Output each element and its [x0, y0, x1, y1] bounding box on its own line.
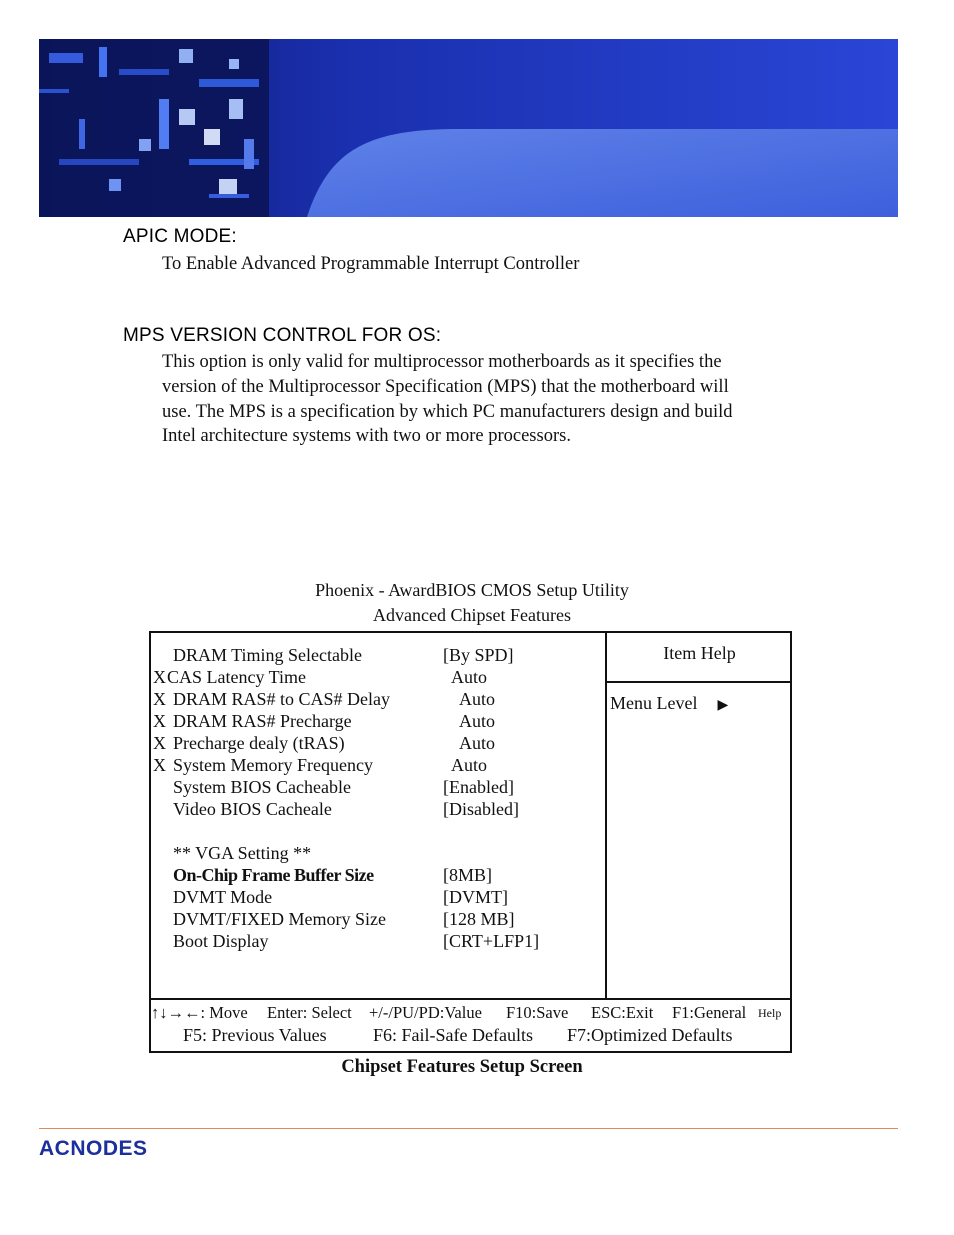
item-help-title: Item Help — [663, 643, 736, 663]
row-label: DRAM RAS# to CAS# Delay — [173, 689, 391, 709]
bios-row-dvmt-memory-size[interactable] — [151, 908, 603, 930]
row-value: [8MB] — [443, 865, 492, 885]
bios-row-tras — [151, 732, 603, 754]
row-label: Video BIOS Cacheale — [173, 799, 332, 819]
row-label: Boot Display — [173, 931, 269, 951]
bios-row-vga-setting-heading — [151, 842, 603, 864]
bios-row-memory-frequency — [151, 754, 603, 776]
bios-row-video-bios-cacheable[interactable] — [151, 798, 603, 820]
bios-row-boot-display[interactable] — [151, 930, 603, 952]
key-move: ↑↓→←: Move — [151, 1003, 248, 1022]
row-label: On-Chip Frame Buffer Size — [173, 865, 374, 885]
section-heading-apic-mode: APIC MODE: — [123, 226, 237, 247]
menu-level-label: Menu Level — [610, 693, 698, 713]
key-help: Help — [758, 1006, 782, 1020]
key-exit: ESC:Exit — [591, 1003, 654, 1022]
row-value: Auto — [459, 733, 495, 753]
section-text-apic-mode: To Enable Advanced Programmable Interrupt Controller — [162, 254, 580, 274]
figure-caption: Chipset Features Setup Screen — [341, 1057, 583, 1077]
row-label: System BIOS Cacheable — [173, 777, 351, 797]
bios-row-dvmt-mode[interactable] — [151, 886, 603, 908]
row-mark: X — [153, 733, 166, 753]
logo-text: ACNODES — [39, 1137, 148, 1158]
row-value: Auto — [451, 667, 487, 687]
row-value: [By SPD] — [443, 645, 514, 665]
row-value: [CRT+LFP1] — [443, 931, 540, 951]
section-text-mps-line-1: This option is only valid for multiprocessor motherboards as it specifies the — [162, 352, 722, 372]
row-value: Auto — [459, 711, 495, 731]
acnodes-logo-mark — [39, 1134, 199, 1158]
footer-rule — [39, 1128, 898, 1129]
bios-row-system-bios-cacheable[interactable] — [151, 776, 603, 798]
key-optimized-defaults: F7:Optimized Defaults — [567, 1025, 733, 1045]
bios-row-dram-timing[interactable] — [151, 644, 603, 666]
bios-divider-vertical — [605, 633, 607, 999]
row-value: [Enabled] — [443, 777, 514, 797]
right-triangle-icon: ▶ — [717, 698, 729, 713]
row-value: [DVMT] — [443, 887, 508, 907]
key-select: Enter: Select — [267, 1003, 352, 1022]
row-label: DVMT/FIXED Memory Size — [173, 909, 386, 929]
row-mark: X — [153, 667, 166, 687]
bios-row-ras-to-cas — [151, 688, 603, 710]
bios-subtitle: Advanced Chipset Features — [373, 605, 571, 625]
key-general: F1:General — [672, 1003, 747, 1022]
bios-row-cas-latency — [151, 666, 603, 688]
menu-level — [610, 693, 728, 714]
help-divider — [607, 681, 792, 683]
header-banner — [39, 39, 898, 217]
row-mark: X — [153, 689, 166, 709]
acnodes-logo — [39, 1134, 199, 1163]
bios-title: Phoenix - AwardBIOS CMOS Setup Utility — [315, 580, 629, 600]
row-mark: X — [153, 711, 166, 731]
row-label: DRAM Timing Selectable — [173, 645, 363, 665]
row-label: Precharge dealy (tRAS) — [173, 733, 345, 753]
key-fail-safe-defaults: F6: Fail-Safe Defaults — [373, 1025, 533, 1045]
key-value: +/-/PU/PD:Value — [369, 1003, 482, 1022]
row-value: [128 MB] — [443, 909, 515, 929]
bios-row-frame-buffer-size[interactable] — [151, 864, 603, 886]
section-text-mps-line-4: Intel architecture systems with two or more processors. — [162, 426, 571, 446]
key-save: F10:Save — [506, 1003, 569, 1022]
row-value: Auto — [459, 689, 495, 709]
bios-divider-horizontal — [151, 998, 790, 1000]
row-value: [Disabled] — [443, 799, 519, 819]
circuit-board-image — [39, 39, 898, 217]
row-label: DVMT Mode — [173, 887, 273, 907]
row-label: CAS Latency Time — [167, 667, 307, 687]
bios-row-ras-precharge — [151, 710, 603, 732]
section-heading-mps-version: MPS VERSION CONTROL FOR OS: — [123, 325, 442, 346]
section-text-mps-line-2: version of the Multiprocessor Specification (MPS) that the motherboard will — [162, 377, 729, 397]
key-previous-values: F5: Previous Values — [183, 1025, 327, 1045]
row-label: ** VGA Setting ** — [173, 843, 312, 863]
row-label: System Memory Frequency — [173, 755, 373, 775]
bios-setup-screen — [149, 631, 792, 1053]
row-value: Auto — [451, 755, 487, 775]
row-mark: X — [153, 755, 166, 775]
row-label: DRAM RAS# Precharge — [173, 711, 352, 731]
section-text-mps-line-3: use. The MPS is a specification by which PC manufacturers design and build — [162, 402, 733, 422]
